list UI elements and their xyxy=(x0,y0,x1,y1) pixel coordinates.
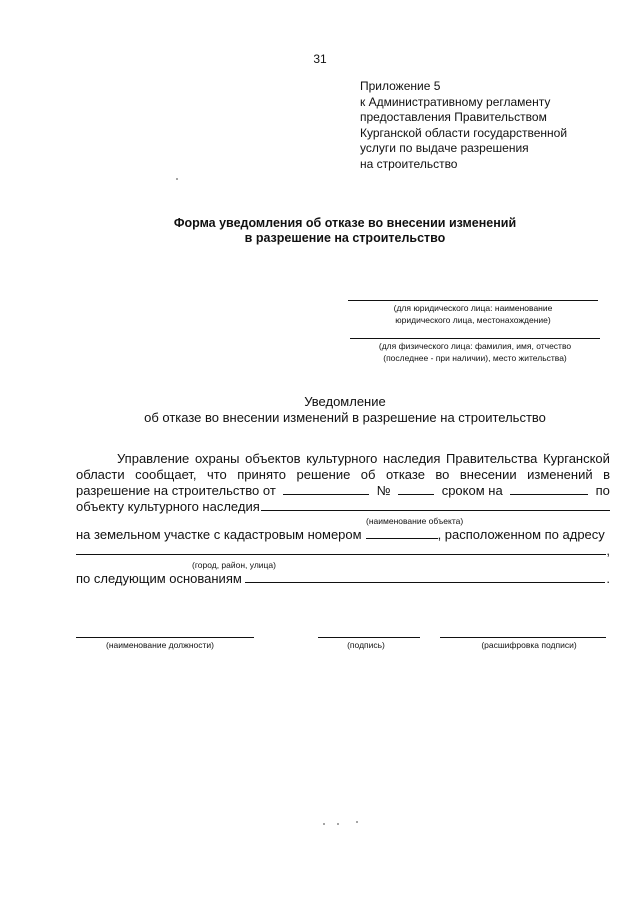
grounds-blank[interactable] xyxy=(245,571,606,583)
signature-caption: (подпись) xyxy=(347,640,385,650)
recipient-individual-caption xyxy=(350,340,600,364)
appendix-line: Курганской области государственной xyxy=(360,125,568,140)
body-word: Курганской xyxy=(543,451,610,466)
caption-row xyxy=(76,559,610,571)
body-line-6 xyxy=(76,543,610,559)
body-word: отказе xyxy=(385,467,425,482)
scan-speck xyxy=(323,823,325,825)
recipient-individual-line xyxy=(350,338,600,339)
body-word: внесении xyxy=(459,467,517,482)
body-word: области xyxy=(76,467,125,482)
body-text: объекту культурного наследия xyxy=(76,499,260,514)
body-word: сообщает, xyxy=(135,467,197,482)
body-word: охраны xyxy=(194,451,240,466)
body-word: изменений xyxy=(527,467,593,482)
form-title-line: Форма уведомления об отказе во внесении изменений xyxy=(173,216,517,230)
body-line-5 xyxy=(76,527,610,543)
appendix-line: предоставления Правительством xyxy=(360,110,547,124)
appendix-line: на строительство xyxy=(360,156,458,171)
body-line-4 xyxy=(76,499,610,515)
body-word: об xyxy=(360,467,376,482)
caption-line: (для юридического лица: наименование xyxy=(393,303,553,313)
appendix-block xyxy=(360,79,567,172)
caption-line: (для физического лица: фамилия, имя, отчество xyxy=(378,341,572,351)
body-line-1 xyxy=(76,451,610,467)
number-blank[interactable] xyxy=(398,483,434,495)
body-word: культурного xyxy=(306,451,378,466)
body-word: наследия xyxy=(383,451,441,466)
scan-speck xyxy=(337,823,339,825)
body-text: по следующим основаниям xyxy=(76,571,242,586)
date-blank[interactable] xyxy=(283,483,369,495)
cadastral-blank[interactable] xyxy=(366,527,438,539)
body-word: объектов xyxy=(245,451,301,466)
body-line-2 xyxy=(76,467,610,483)
body-word: Правительства xyxy=(446,451,538,466)
term-blank[interactable] xyxy=(510,483,588,495)
object-caption: (наименование объекта) xyxy=(366,516,464,526)
recipient-legal-line xyxy=(348,300,598,301)
notice-subheading: об отказе во внесении изменений в разрешение на строительство xyxy=(144,410,546,425)
decoding-line[interactable] xyxy=(440,637,606,638)
body-text: , xyxy=(606,543,610,558)
body-word: в xyxy=(603,467,610,482)
page-number: 31 xyxy=(313,52,327,66)
caption-row xyxy=(76,515,610,527)
address-caption: (город, район, улица) xyxy=(192,560,276,570)
body-text: . xyxy=(606,571,610,586)
appendix-line: к Административному регламенту xyxy=(360,94,551,109)
address-blank[interactable] xyxy=(76,543,606,555)
form-title xyxy=(0,216,640,246)
notice-heading: Уведомление xyxy=(304,394,386,409)
body-text: , расположенном по адресу xyxy=(437,527,605,542)
decoding-caption: (расшифровка подписи) xyxy=(481,640,577,650)
form-title-line: в разрешение на строительство xyxy=(244,231,446,245)
body-text: сроком на xyxy=(441,483,503,498)
object-blank[interactable] xyxy=(261,499,610,511)
caption-line: юридического лица, местонахождение) xyxy=(395,315,551,325)
recipient-legal-caption xyxy=(348,302,598,326)
scan-speck xyxy=(176,178,178,180)
body-text: на земельном участке с кадастровым номером xyxy=(76,527,362,542)
body-word: принято xyxy=(237,467,287,482)
number-sign: № xyxy=(376,483,391,498)
body-word: во xyxy=(435,467,450,482)
body-word: Управление xyxy=(117,451,190,466)
signature-line[interactable] xyxy=(318,637,420,638)
body-text: по xyxy=(595,483,610,498)
body-line-7 xyxy=(76,571,610,587)
position-caption: (наименование должности) xyxy=(106,640,214,650)
scan-speck xyxy=(356,821,358,823)
notice-body xyxy=(76,451,610,587)
appendix-line: услуги по выдаче разрешения xyxy=(360,141,529,155)
notice-title xyxy=(0,394,640,426)
body-word: решение xyxy=(296,467,351,482)
body-text: разрешение на строительство от xyxy=(76,483,276,498)
body-word: что xyxy=(206,467,227,482)
appendix-line: Приложение 5 xyxy=(360,79,441,93)
body-line-3 xyxy=(76,483,610,499)
caption-line: (последнее - при наличии), место жительства) xyxy=(383,353,567,363)
position-line[interactable] xyxy=(76,637,254,638)
